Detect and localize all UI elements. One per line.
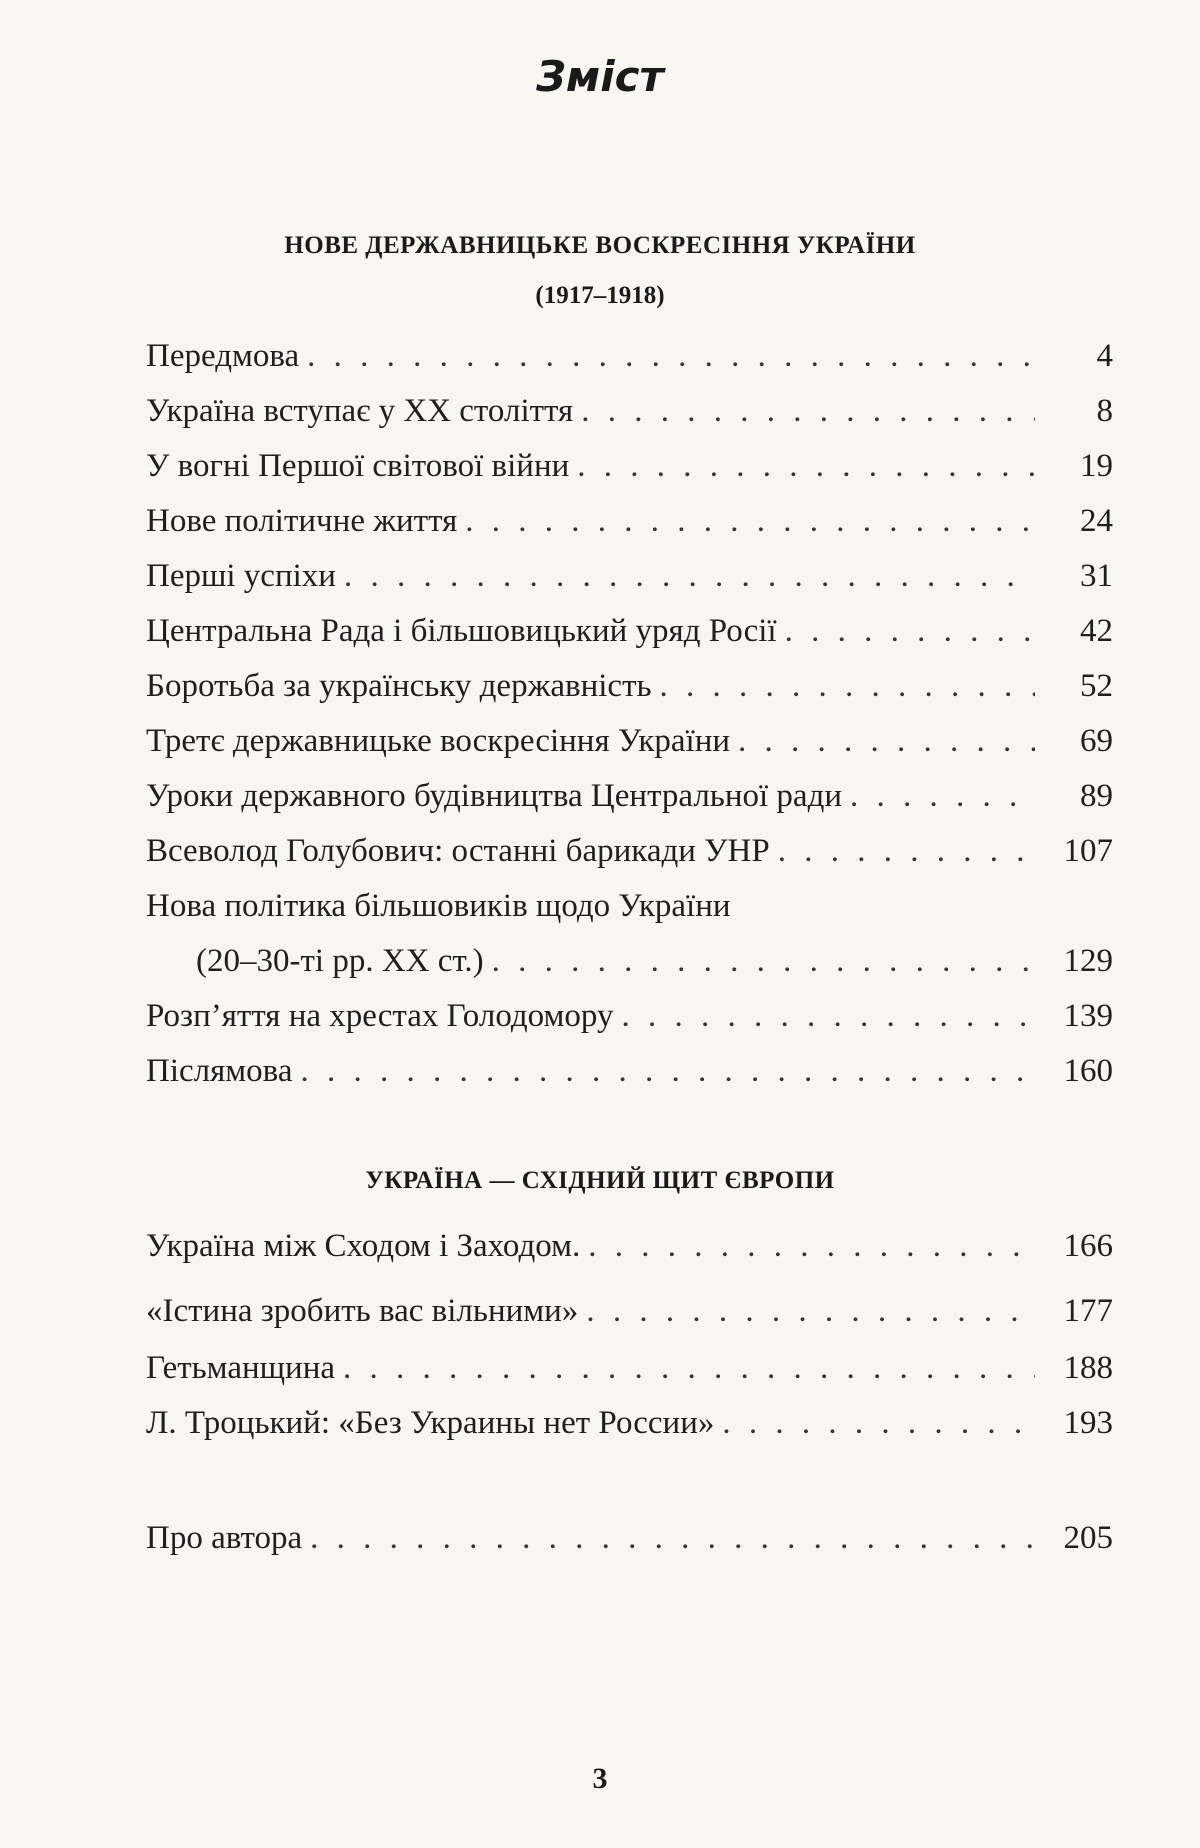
section-heading-1: НОВЕ ДЕРЖАВНИЦЬКЕ ВОСКРЕСІННЯ УКРАЇНИ xyxy=(284,232,916,259)
leader-dots xyxy=(588,1226,1035,1266)
leader-dots xyxy=(622,996,1036,1036)
leader-dots xyxy=(307,336,1035,376)
toc-entry-title: Передмова xyxy=(146,338,300,374)
leader-dots xyxy=(850,776,1035,816)
toc-entry[interactable] xyxy=(146,996,1113,1036)
leader-dots xyxy=(492,941,1035,981)
toc-entry-page: 188 xyxy=(1063,1350,1113,1386)
leader-dots xyxy=(300,1051,1035,1091)
toc-entry-page: 193 xyxy=(1063,1405,1113,1441)
toc-entry-title: Гетьманщина xyxy=(146,1350,336,1386)
toc-entry-title: У вогні Першої світової війни xyxy=(146,448,570,484)
toc-entry-page: 4 xyxy=(1096,338,1113,374)
toc-entry[interactable] xyxy=(146,776,1113,816)
toc-entry[interactable] xyxy=(146,1348,1113,1388)
leader-dots xyxy=(722,1403,1035,1443)
toc-entry-page: 205 xyxy=(1063,1520,1113,1556)
toc-entry[interactable] xyxy=(146,1291,1113,1331)
toc-entry-title: Післямова xyxy=(146,1053,293,1089)
toc-entry-title[interactable]: Нова політика більшовиків щодо України xyxy=(146,888,731,924)
toc-entry-page: 69 xyxy=(1080,723,1113,759)
toc-entry-title: Україна між Сходом і Заходом. xyxy=(146,1228,581,1264)
toc-entry-page: 177 xyxy=(1063,1293,1113,1329)
section-heading-2: УКРАЇНА — СХІДНИЙ ЩИТ ЄВРОПИ xyxy=(365,1167,835,1194)
toc-entry-page: 8 xyxy=(1096,393,1113,429)
leader-dots xyxy=(778,831,1035,871)
toc-entry-page: 166 xyxy=(1063,1228,1113,1264)
leader-dots xyxy=(586,1291,1035,1331)
toc-entry-page: 107 xyxy=(1063,833,1113,869)
toc-entry[interactable] xyxy=(146,391,1113,431)
toc-entry-title: «Істина зробить вас вільними» xyxy=(146,1293,579,1329)
toc-entry[interactable] xyxy=(146,1051,1113,1091)
toc-entry-title: Центральна Рада і більшовицький уряд Росії xyxy=(146,613,777,649)
leader-dots xyxy=(310,1518,1035,1558)
leader-dots xyxy=(465,501,1035,541)
toc-entry[interactable] xyxy=(146,336,1113,376)
toc-entry-page: 129 xyxy=(1063,943,1113,979)
toc-entry-title: Уроки державного будівництва Центральної ради xyxy=(146,778,843,814)
leader-dots xyxy=(738,721,1035,761)
toc-entry-page: 42 xyxy=(1080,613,1113,649)
leader-dots xyxy=(581,391,1035,431)
toc-entry-title-continued: (20–30-ті рр. XX ст.) xyxy=(196,943,484,979)
toc-entry-title: Україна вступає у XX століття xyxy=(146,393,574,429)
toc-entry-page: 139 xyxy=(1063,998,1113,1034)
toc-entry[interactable] xyxy=(146,1226,1113,1266)
toc-entry-page: 19 xyxy=(1080,448,1113,484)
toc-entry-title: Про автора xyxy=(146,1520,303,1556)
toc-entry[interactable] xyxy=(146,721,1113,761)
toc-entry-title: Боротьба за українську державність xyxy=(146,668,652,704)
toc-entry-title: Нове політичне життя xyxy=(146,503,458,539)
page-title: Зміст xyxy=(536,52,664,101)
toc-entry-page: 89 xyxy=(1080,778,1113,814)
toc-entry-title: Третє державницьке воскресіння України xyxy=(146,723,731,759)
toc-entry-about-author[interactable] xyxy=(146,1518,1113,1558)
section-subheading-1: (1917–1918) xyxy=(535,282,665,309)
leader-dots xyxy=(343,1348,1035,1388)
toc-entry-page: 52 xyxy=(1080,668,1113,704)
leader-dots xyxy=(785,611,1035,651)
page-number: 3 xyxy=(592,1762,608,1795)
toc-entry[interactable] xyxy=(146,556,1113,596)
toc-entry-title: Перші успіхи xyxy=(146,558,336,594)
toc-entry-page: 160 xyxy=(1063,1053,1113,1089)
toc-entry-page: 31 xyxy=(1080,558,1113,594)
toc-entry-title: Всеволод Голубович: останні барикади УНР xyxy=(146,833,770,869)
toc-entry-title: Л. Троцький: «Без Украины нет России» xyxy=(146,1405,715,1441)
toc-entry[interactable] xyxy=(146,501,1113,541)
toc-entry[interactable] xyxy=(146,1403,1113,1443)
toc-entry[interactable] xyxy=(146,666,1113,706)
toc-entry-title: Розп’яття на хрестах Голодомору xyxy=(146,998,614,1034)
toc-entry[interactable] xyxy=(146,831,1113,871)
toc-entry[interactable] xyxy=(146,611,1113,651)
toc-entry[interactable] xyxy=(196,941,1113,981)
toc-entry-page: 24 xyxy=(1080,503,1113,539)
leader-dots xyxy=(660,666,1035,706)
leader-dots xyxy=(344,556,1035,596)
toc-entry[interactable] xyxy=(146,446,1113,486)
leader-dots xyxy=(577,446,1035,486)
